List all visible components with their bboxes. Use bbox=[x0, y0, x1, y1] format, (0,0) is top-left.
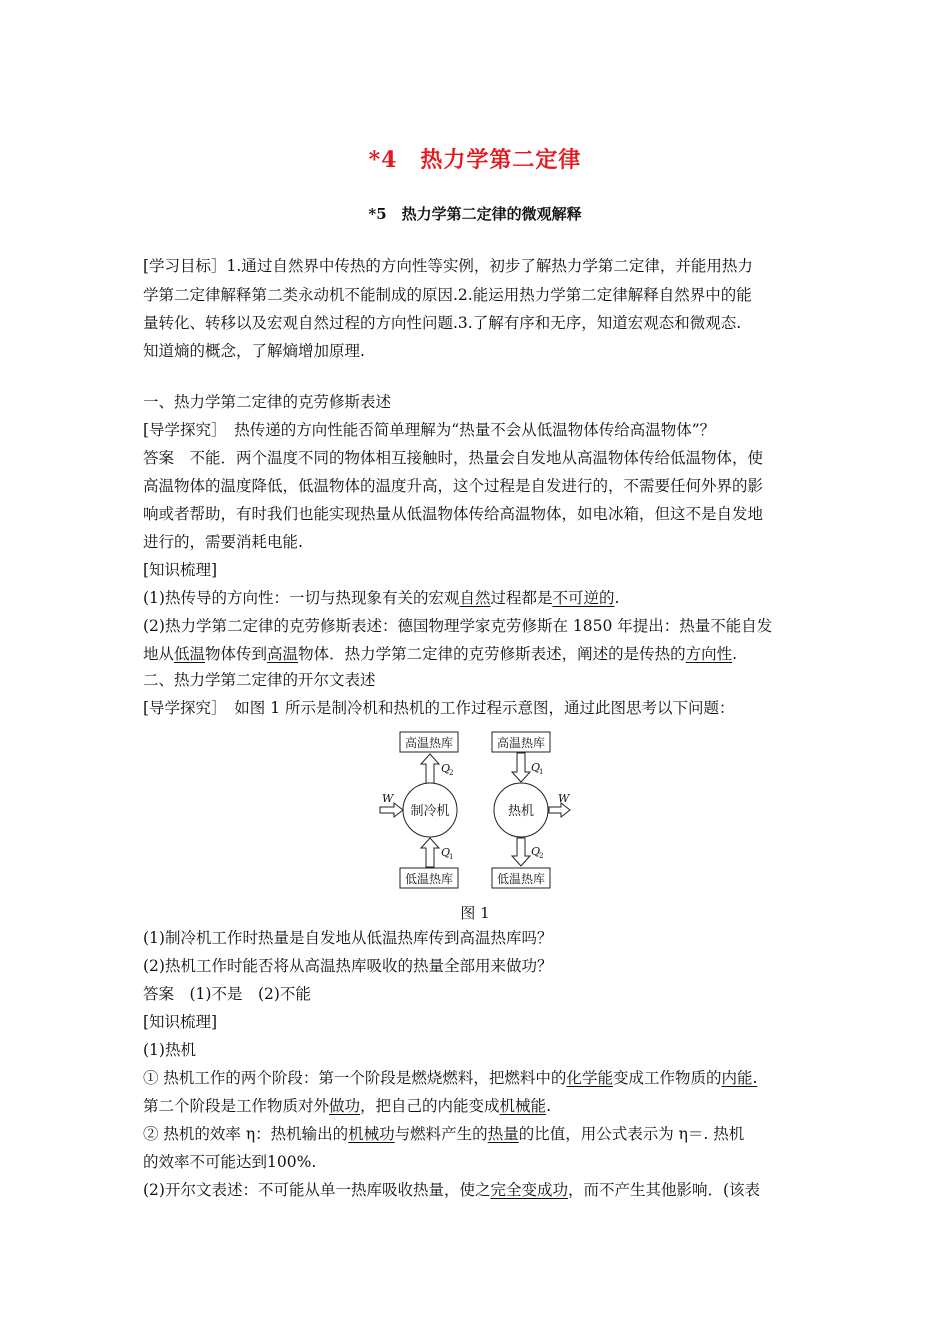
text: 物体传到 bbox=[205, 645, 268, 663]
knowledge-item bbox=[143, 588, 619, 608]
figure-caption: 图 1 bbox=[460, 904, 490, 922]
q-subscript: 2 bbox=[449, 769, 454, 777]
text: ，把自己的内能变成 bbox=[360, 1097, 500, 1115]
blank-answer: 自然 bbox=[459, 589, 491, 607]
page-title: *4 热力学第二定律 bbox=[368, 147, 582, 173]
q-subscript: 2 bbox=[539, 852, 544, 860]
work-label: W bbox=[558, 792, 570, 805]
text: 与燃料产生的 bbox=[394, 1125, 488, 1143]
blank-answer: 做功 bbox=[329, 1097, 361, 1115]
text: (1)热传导的方向性：一切与热现象有关的宏观 bbox=[143, 589, 460, 607]
answer-line: 高温物体的温度降低，低温物体的温度升高，这个过程是自发进行的，不需要任何外界的影 bbox=[143, 477, 764, 495]
objective-line: 知道熵的概念，了解熵增加原理. bbox=[143, 342, 365, 360]
arrow-down-icon bbox=[512, 838, 530, 866]
subheading: (1)热机 bbox=[143, 1041, 196, 1059]
fridge-engine-diagram bbox=[360, 726, 590, 894]
knowledge-heading: [知识梳理] bbox=[143, 1013, 218, 1031]
guide-question: [导学探究］ 如图 1 所示是制冷机和热机的工作过程示意图，通过此图思考以下问题： bbox=[143, 699, 735, 717]
question-line: (2)热机工作时能否将从高温热库吸收的热量全部用来做功？ bbox=[143, 957, 553, 975]
objective-line: [学习目标］1.通过自然界中传热的方向性等实例，初步了解热力学第二定律，并能用热力 bbox=[143, 257, 753, 275]
arrow-right-icon bbox=[380, 803, 403, 817]
knowledge-item bbox=[143, 644, 737, 664]
arrow-up-icon bbox=[421, 838, 439, 867]
section-heading: 二、热力学第二定律的开尔文表述 bbox=[143, 671, 376, 689]
blank-answer: 内能. bbox=[721, 1069, 758, 1087]
knowledge-item bbox=[143, 1068, 757, 1088]
blank-answer: 热量 bbox=[487, 1125, 519, 1143]
objective-line: 学第二定律解释第二类永动机不能制成的原因.2.能运用热力学第二定律解释自然界中的能 bbox=[143, 286, 752, 304]
text: 的比值，用公式表示为 η＝. 热机 bbox=[518, 1125, 745, 1143]
knowledge-item: 的效率不可能达到100%. bbox=[143, 1153, 317, 1171]
arrow-up-icon bbox=[421, 754, 439, 783]
engine-label: 热机 bbox=[507, 804, 535, 819]
arrow-right-icon bbox=[549, 803, 570, 817]
knowledge-heading: [知识梳理] bbox=[143, 561, 218, 579]
objective-line: 量转化、转移以及宏观自然过程的方向性问题.3.了解有序和无序，知道宏观态和微观态. bbox=[143, 314, 742, 332]
text: (2)开尔文表述：不可能从单一热库吸收热量，使之 bbox=[143, 1181, 491, 1199]
blank-answer: 机械功 bbox=[348, 1125, 395, 1143]
q-subscript: 1 bbox=[449, 853, 454, 861]
question-line: (1)制冷机工作时热量是自发地从低温热库传到高温热库吗？ bbox=[143, 929, 553, 947]
answer-line: 进行的，需要消耗电能. bbox=[143, 533, 303, 551]
work-label: W bbox=[382, 792, 394, 805]
blank-answer: 不可逆的 bbox=[552, 589, 615, 607]
blank-answer: 高温 bbox=[267, 645, 299, 663]
blank-answer: 方向性 bbox=[685, 645, 733, 663]
answer-line: 答案 不能．两个温度不同的物体相互接触时，热量会自发地从高温物体传给低温物体，使 bbox=[143, 449, 764, 467]
guide-question: [导学探究］ 热传递的方向性能否简单理解为“热量不会从低温物体传给高温物体”？ bbox=[143, 421, 716, 439]
blank-answer: 化学能 bbox=[566, 1069, 613, 1087]
q-label: Q bbox=[441, 846, 451, 859]
text: 第二个阶段是工作物质对外 bbox=[143, 1097, 330, 1115]
text: . bbox=[614, 589, 620, 607]
text: 变成工作物质的 bbox=[612, 1069, 722, 1087]
knowledge-item bbox=[143, 1180, 760, 1200]
cold-reservoir-label: 低温热库 bbox=[496, 872, 546, 886]
text: ，而不产生其他影响．(该表 bbox=[567, 1181, 761, 1199]
section-heading: 一、热力学第二定律的克劳修斯表述 bbox=[143, 393, 392, 411]
text: ① 热机工作的两个阶段：第一个阶段是燃烧燃料，把燃料中的 bbox=[143, 1069, 567, 1087]
hot-reservoir-label: 高温热库 bbox=[496, 736, 546, 750]
q-label: Q bbox=[531, 761, 541, 774]
knowledge-item: (2)热力学第二定律的克劳修斯表述：德国物理学家克劳修斯在 1850 年提出：热量不能自发 bbox=[143, 617, 773, 635]
knowledge-item bbox=[143, 1124, 744, 1144]
blank-answer: 机械能 bbox=[499, 1097, 547, 1115]
text: . bbox=[546, 1097, 551, 1115]
answer-line: 答案 (1)不是 (2)不能 bbox=[143, 985, 311, 1003]
page-subtitle: *5 热力学第二定律的微观解释 bbox=[368, 205, 582, 223]
hot-reservoir-label: 高温热库 bbox=[404, 736, 454, 750]
q-subscript: 1 bbox=[539, 768, 544, 776]
text: 过程都是 bbox=[490, 589, 553, 607]
arrow-down-icon bbox=[512, 753, 530, 782]
text: 地从 bbox=[143, 645, 175, 663]
text: . bbox=[732, 645, 738, 663]
q-label: Q bbox=[441, 762, 451, 775]
answer-line: 响或者帮助，有时我们也能实现热量从低温物体传给高温物体，如电冰箱，但这不是自发地 bbox=[143, 505, 764, 523]
fridge-label: 制冷机 bbox=[410, 804, 450, 819]
text: ② 热机的效率 η：热机输出的 bbox=[143, 1125, 349, 1143]
text: 物体．热力学第二定律的克劳修斯表述，阐述的是传热的 bbox=[298, 645, 686, 663]
cold-reservoir-label: 低温热库 bbox=[404, 872, 454, 886]
knowledge-item bbox=[143, 1096, 551, 1116]
q-label: Q bbox=[531, 845, 541, 858]
blank-answer: 完全变成功 bbox=[490, 1181, 568, 1199]
blank-answer: 低温 bbox=[174, 645, 206, 663]
